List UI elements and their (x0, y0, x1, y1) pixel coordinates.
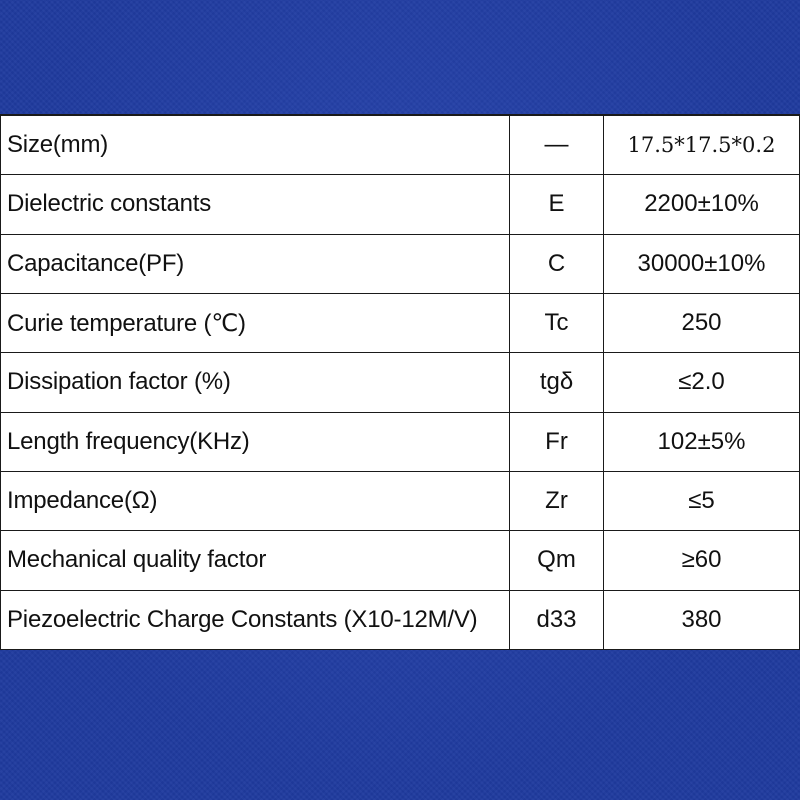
parameter-cell: Curie temperature (℃) (1, 293, 510, 352)
specification-table (0, 114, 800, 650)
table-row (1, 471, 800, 530)
symbol-cell: C (510, 234, 604, 293)
value-cell: 2200±10% (604, 175, 800, 234)
parameter-cell: Length frequency(KHz) (1, 412, 510, 471)
table-row (1, 175, 800, 234)
parameter-cell: Capacitance(PF) (1, 234, 510, 293)
table-row (1, 412, 800, 471)
table-row (1, 115, 800, 175)
table-row (1, 234, 800, 293)
value-cell: 102±5% (604, 412, 800, 471)
parameter-cell: Mechanical quality factor (1, 531, 510, 590)
symbol-cell: Fr (510, 412, 604, 471)
parameter-cell: Piezoelectric Charge Constants (X10-12M/V) (1, 590, 510, 649)
value-cell: ≤2.0 (604, 353, 800, 412)
symbol-cell: d33 (510, 590, 604, 649)
value-cell: 250 (604, 293, 800, 352)
value-cell: 17.5*17.5*0.2 (604, 115, 800, 175)
parameter-cell: Dielectric constants (1, 175, 510, 234)
symbol-cell: Zr (510, 471, 604, 530)
table-row (1, 293, 800, 352)
value-cell: ≤5 (604, 471, 800, 530)
symbol-cell: tgδ (510, 353, 604, 412)
symbol-cell: Qm (510, 531, 604, 590)
value-cell: 30000±10% (604, 234, 800, 293)
value-cell: 380 (604, 590, 800, 649)
symbol-cell: E (510, 175, 604, 234)
table-row (1, 531, 800, 590)
symbol-cell: Tc (510, 293, 604, 352)
table-row (1, 353, 800, 412)
parameter-cell: Size(mm) (1, 115, 510, 175)
parameter-cell: Impedance(Ω) (1, 471, 510, 530)
symbol-cell: — (510, 115, 604, 175)
parameter-cell: Dissipation factor (%) (1, 353, 510, 412)
table-row (1, 590, 800, 649)
value-cell: ≥60 (604, 531, 800, 590)
